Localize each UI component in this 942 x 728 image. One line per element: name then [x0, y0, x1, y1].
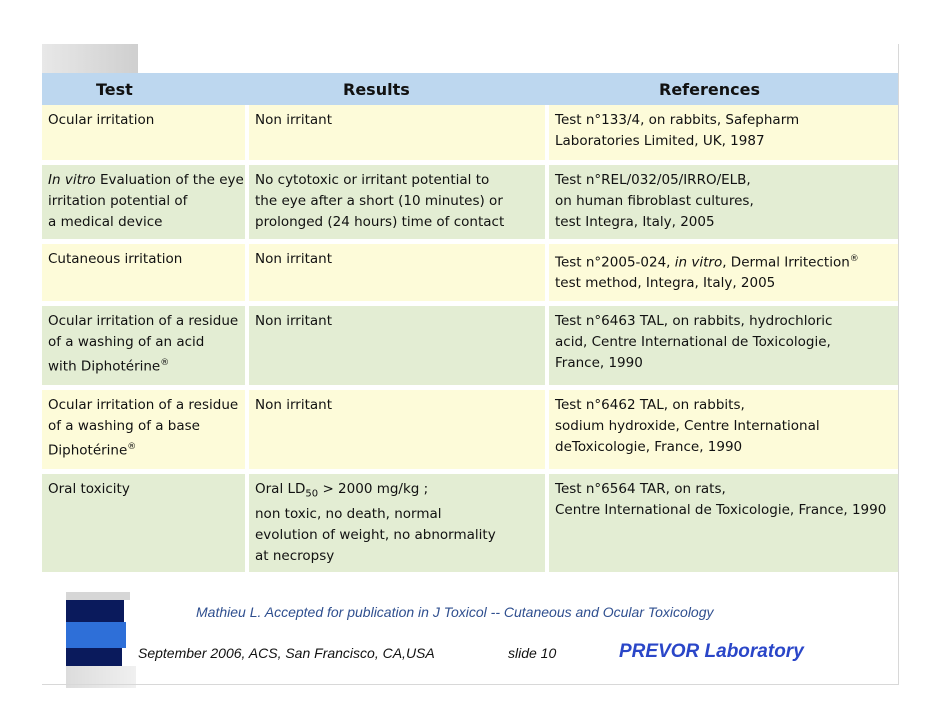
header-references: References	[547, 73, 898, 105]
header-results: Results	[247, 73, 547, 105]
cell-results: Oral $LD_{50} > 2000$ mg/kg ; non toxic, no death, normal evolution of weight, no abnormality at necropsy	[247, 471, 547, 574]
cell-results: Non irritant	[247, 303, 547, 387]
cell-references: Test n°2005-024, in vitro, Dermal Irritection® test method, Integra, Italy, 2005	[547, 241, 898, 303]
cell-results: Non irritant	[247, 105, 547, 162]
toxicology-table	[42, 73, 898, 577]
cell-test: Ocular irritation of a residue of a washing of an acid with Diphotérine®	[42, 303, 247, 387]
table-row	[42, 105, 898, 162]
citation: Mathieu L. Accepted for publication in J Toxicol -- Cutaneous and Ocular Toxicology	[196, 604, 714, 620]
cell-test: Ocular irritation of a residue of a washing of a base Diphotérine®	[42, 387, 247, 471]
table-row	[42, 241, 898, 303]
cell-test: Ocular irritation	[42, 105, 247, 162]
cell-test: Cutaneous irritation	[42, 241, 247, 303]
table-row	[42, 471, 898, 574]
footer-slide-number: slide 10	[508, 645, 557, 661]
cell-references: Test n°133/4, on rabbits, Safepharm Laboratories Limited, UK, 1987	[547, 105, 898, 162]
cell-results: Non irritant	[247, 387, 547, 471]
header-test: Test	[42, 73, 247, 105]
cell-test: In vitro Evaluation of the eye irritation potential of a medical device	[42, 162, 247, 241]
table-row	[42, 162, 898, 241]
cell-references: Test n°6462 TAL, on rabbits, sodium hydroxide, Centre International deToxicologie, France, 1990	[547, 387, 898, 471]
table-row	[42, 387, 898, 471]
cell-references: Test n°REL/032/05/IRRO/ELB, on human fibroblast cultures, test Integra, Italy, 2005	[547, 162, 898, 241]
cell-results: No cytotoxic or irritant potential to the eye after a short (10 minutes) or prolonged (24 hours) time of contact	[247, 162, 547, 241]
cell-references: Test n°6463 TAL, on rabbits, hydrochloric acid, Centre International de Toxicologie, France, 1990	[547, 303, 898, 387]
cell-test: Oral toxicity	[42, 471, 247, 574]
footer-event: September 2006, ACS, San Francisco, CA,USA	[138, 645, 435, 661]
cell-results: Non irritant	[247, 241, 547, 303]
table-row	[42, 303, 898, 387]
footer-lab-name: PREVOR Laboratory	[619, 641, 804, 662]
cell-references: Test n°6564 TAR, on rats, Centre International de Toxicologie, France, 1990	[547, 471, 898, 574]
table-header-row	[42, 73, 898, 105]
